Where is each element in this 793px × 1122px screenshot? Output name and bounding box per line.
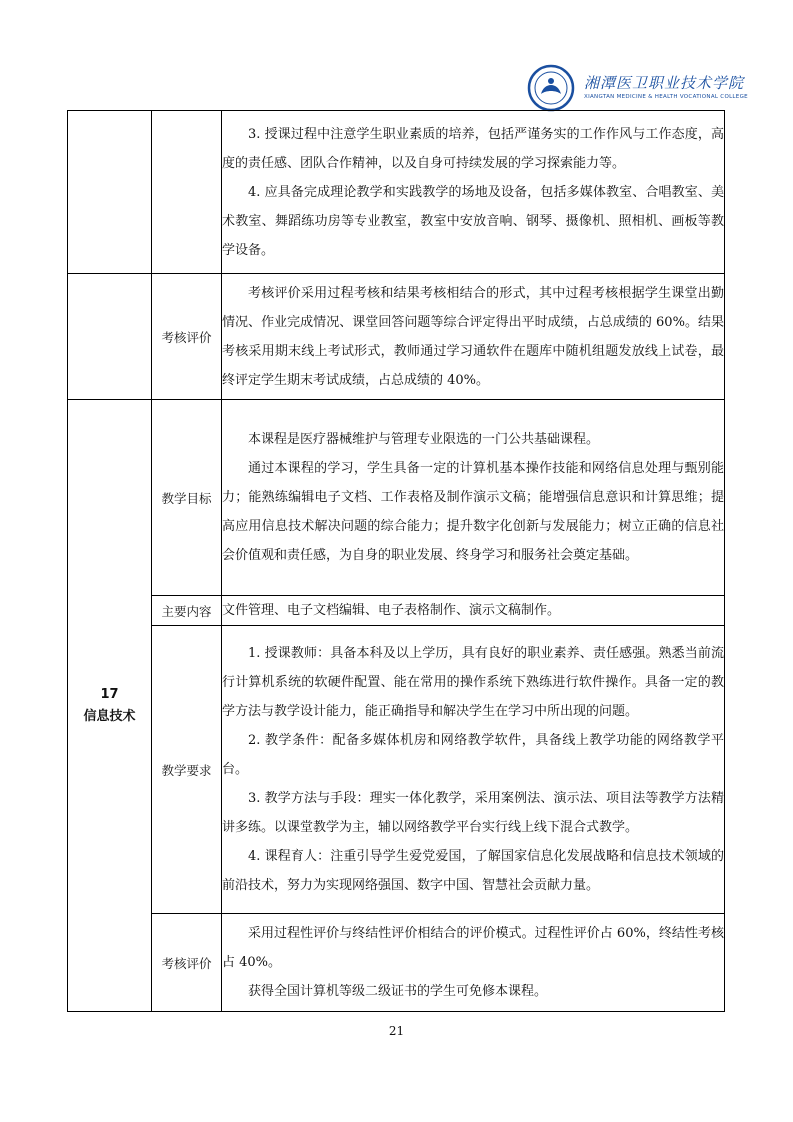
assessment-row xyxy=(68,914,725,1012)
prev-assessment-row xyxy=(68,274,725,400)
goals-row xyxy=(68,400,725,596)
prev-assessment-text: 考核评价采用过程考核和结果考核相结合的形式，其中过程考核根据学生课堂出勤情况、作业完成情况、课堂回答问题等综合评定得出平时成绩，占总成绩的 60%。结果考核采用期末线上考试形式，教师通过学习通软件在题库中随机组题发放线上试卷，最终评定学生期末考试成绩，占总成绩的 40%。 xyxy=(222,285,724,388)
goals-paragraph-1: 本课程是医疗器械维护与管理专业限选的一门公共基础课程。 xyxy=(248,432,600,447)
prev-requirements-row xyxy=(68,111,725,274)
course-table xyxy=(67,110,725,1012)
course-name: 信息技术 xyxy=(83,708,136,724)
course-category-cell xyxy=(68,400,152,1012)
prev-assessment-cell xyxy=(222,274,725,400)
assessment-paragraph-1: 采用过程性评价与终结性评价相结合的评价模式。过程性评价占 60%，终结性考核占 40%。 xyxy=(222,926,724,970)
requirement-2: 2. 教学条件：配备多媒体机房和网络教学软件，具备线上教学功能的网络教学平台。 xyxy=(222,733,724,777)
requirement-1: 1. 授课教师：具备本科及以上学历，具有良好的职业素养、责任感强。熟悉当前流行计算机系统的软硬件配置、能在常用的操作系统下熟练进行软件操作。具备一定的教学方法与教学设计能力，能正确指导和解决学生在学习中所出现的问题。 xyxy=(222,646,724,719)
prev-requirements-cell xyxy=(222,111,725,274)
prev-requirements-label-cell xyxy=(152,111,222,274)
college-logo xyxy=(526,64,756,112)
prev-category-cell xyxy=(68,111,152,274)
page-number: 21 xyxy=(388,1024,405,1038)
prev-category-cell-2 xyxy=(68,274,152,400)
content-label: 主要内容 xyxy=(152,596,222,626)
logo-title: 湘潭医卫职业技术学院 xyxy=(584,74,745,92)
prev-requirement-3: 3. 授课过程中注意学生职业素质的培养，包括严谨务实的工作作风与工作态度，高度的责任感、团队合作精神，以及自身可持续发展的学习探索能力等。 xyxy=(222,126,724,171)
logo-subtitle: XIANGTAN MEDICINE & HEALTH VOCATIONAL COLLEGE xyxy=(584,94,748,100)
requirements-cell xyxy=(222,626,725,914)
college-emblem-icon xyxy=(526,64,576,112)
requirements-label: 教学要求 xyxy=(152,626,222,914)
goals-cell xyxy=(222,400,725,596)
content-cell xyxy=(222,596,725,626)
course-number: 17 xyxy=(100,686,119,702)
assessment-label: 考核评价 xyxy=(152,914,222,1012)
content-row xyxy=(68,596,725,626)
content-text: 文件管理、电子文档编辑、电子表格制作、演示文稿制作。 xyxy=(222,603,561,618)
goals-label: 教学目标 xyxy=(152,400,222,596)
goals-paragraph-2: 通过本课程的学习，学生具备一定的计算机基本操作技能和网络信息处理与甄别能力；能熟练编辑电子文档、工作表格及制作演示文稿；能增强信息意识和计算思维；提高应用信息技术解决问题的综合能力；提升数字化创新与发展能力；树立正确的信息社会价值观和责任感，为自身的职业发展、终身学习和服务社会奠定基础。 xyxy=(222,461,724,563)
assessment-cell xyxy=(222,914,725,1012)
assessment-paragraph-2: 获得全国计算机等级二级证书的学生可免修本课程。 xyxy=(248,984,548,999)
requirements-row xyxy=(68,626,725,914)
prev-assessment-label: 考核评价 xyxy=(152,274,222,400)
prev-requirement-4: 4. 应具备完成理论教学和实践教学的场地及设备，包括多媒体教室、合唱教室、美术教室、舞蹈练功房等专业教室，教室中安放音响、钢琴、摄像机、照相机、画板等教学设备。 xyxy=(222,184,724,258)
requirement-4: 4. 课程育人：注重引导学生爱党爱国，了解国家信息化发展战略和信息技术领域的前沿技术，努力为实现网络强国、数字中国、智慧社会贡献力量。 xyxy=(222,849,724,893)
requirement-3: 3. 教学方法与手段：理实一体化教学，采用案例法、演示法、项目法等教学方法精讲多练。以课堂教学为主，辅以网络教学平台实行线上线下混合式教学。 xyxy=(222,791,724,835)
